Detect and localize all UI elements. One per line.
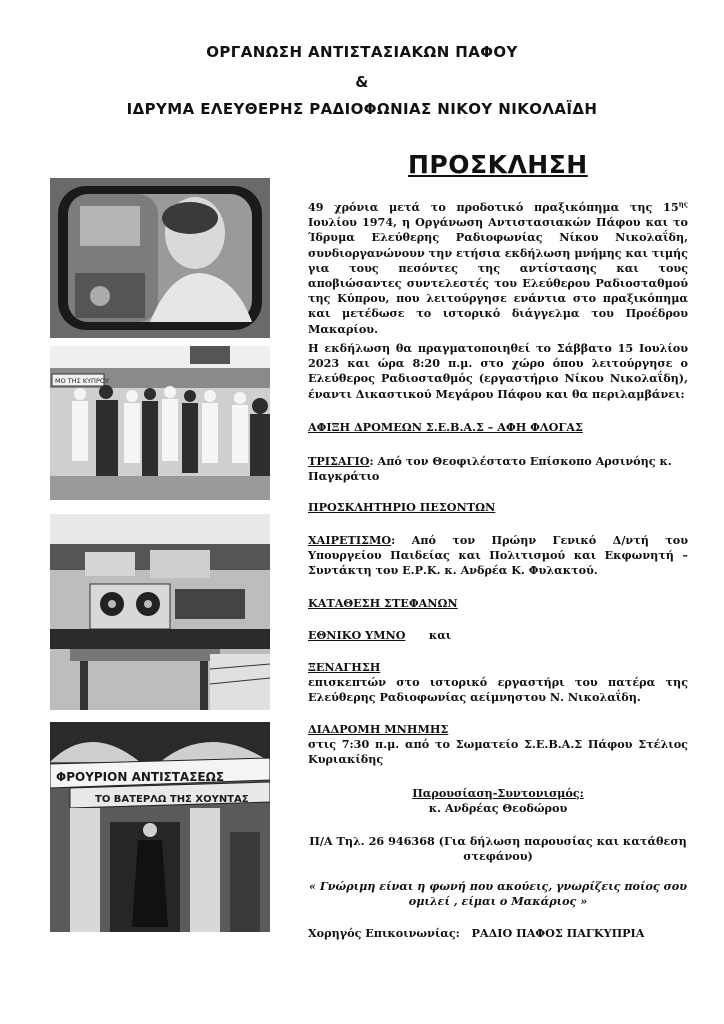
program-national-anthem: ΕΘΝΙΚΟ ΥΜΝΟ και (308, 628, 452, 642)
program-flame-arrival: ΑΦΙΞΗ ΔΡΟΜΕΩΝ Σ.Ε.Β.Α.Σ – ΑΦΗ ΦΛΟΓΑΣ (308, 420, 583, 434)
rsvp-phone: Π/Α Τηλ. 26 946368 (Για δήλωση παρουσίας και κατάθεση στεφάνου) (309, 834, 687, 864)
greeting-label: ΧΑΙΡΕΤΙΣΜΟ (308, 533, 392, 547)
intro-paragraph: 49 χρόνια μετά το προδοτικό πραξικόπημα της $15^{\eta\varsigma}$ Ιουλίου 1974, η Οργάνωση Αντιστασιακών Πάφου και το Ίδρυμα Ελεύθερης Ραδιοφωνίας Νίκου Νικολαΐδη, συνδιοργανώνουν την ετήσια εκδήλωση μνήμης και τιμής για τους πεσόντες της αντίστασης και τους αποβιώσαντες συντελεστές του Ελεύθερου Ραδιοσταθμού της Κύπρου, που λειτούργησε ενάντια στο πραξικόπημα και μετέδωσε το ιστορικό διάγγελμα του Προέδρου Μακαρίου. (308, 199, 688, 336)
memory-route-label: ΔΙΑΔΡΟΜΗ ΜΝΗΜΗΣ (308, 722, 449, 736)
tv-screen-photo (50, 178, 270, 338)
program-memory-route: ΔΙΑΔΡΟΜΗ ΜΝΗΜΗΣ στις 7:30 π.μ. από το Σωματείο Σ.Ε.Β.Α.Σ Πάφου Στέλιος Κυριακίδης (308, 722, 688, 767)
banner-archway-photo (50, 722, 270, 932)
event-details-paragraph: Η εκδήλωση θα πραγματοποιηθεί το Σάββατο 15 Ιουλίου 2023 και ώρα 8:20 π.μ. στο χώρο όπου λειτούργησε ο Ελεύθερος Ραδιοσταθμός (εργαστήριο Νίκου Νικολαΐδη), έναντι Δικαστικού Μεγάρου Πάφου και θα περιλαμβάνει: (308, 341, 688, 401)
program-wreath-laying: ΚΑΤΑΘΕΣΗ ΣΤΕΦΑΝΩΝ (308, 596, 458, 610)
presentation-label: Παρουσίαση-Συντονισμός: (412, 786, 584, 800)
program-roll-call: ΠΡΟΣΚΛΗΤΗΡΙΟ ΠΕΣΟΝΤΩΝ (308, 500, 496, 514)
organizer-heading: ΟΡΓΑΝΩΣΗ ΑΝΤΙΣΤΑΣΙΑΚΩΝ ΠΑΦΟΥ (206, 43, 518, 61)
tour-label: ΞΕΝΑΓΗΣΗ (308, 660, 381, 674)
program-guided-tour: ΞΕΝΑΓΗΣΗ επισκεπτών στο ιστορικό εργαστήρι του πατέρα της Ελεύθερης Ραδιοφωνίας αείμνηστου Ν. Νικολαΐδη. (308, 660, 688, 705)
presenter-name: κ. Ανδρέας Θεοδώρου (428, 801, 568, 816)
group-photo (50, 346, 270, 500)
sponsor-label: Χορηγός Επικοινωνίας: (308, 926, 460, 940)
media-sponsor (308, 926, 688, 941)
makarios-quote: « Γνώριμη είναι η φωνή που ακούεις, γνωρίζεις ποίος σου ομιλεί , είμαι ο Μακάριος » (308, 879, 688, 909)
ampersand: & (355, 73, 369, 91)
program-greeting: ΧΑΙΡΕΤΙΣΜΟ: Από τον Πρώην Γενικό Δ/ντή του Υπουργείου Παιδείας και Πολιτισμού και Εκφωνητή – Συντάκτη του Ε.Ρ.Κ. κ. Ανδρέα Κ. Φυλακτού. (308, 533, 688, 578)
trisagio-label: ΤΡΙΣΑΓΙΟ (308, 454, 370, 468)
program-trisagio: ΤΡΙΣΑΓΙΟ: Από τον Θεοφιλέστατο Επίσκοπο Αρσινόης κ. Παγκράτιο (308, 454, 672, 484)
radio-equipment-photo (50, 514, 270, 710)
invitation-title: ΠΡΟΣΚΛΗΣΗ (408, 150, 588, 179)
banner-line-1: ΦΡΟΥΡΙΟΝ ΑΝΤΙΣΤΑΣΕΩΣ (56, 770, 225, 784)
presentation-block (308, 786, 688, 816)
shop-sign-text: ΜΟ ΤΗΣ ΚΥΠΡΟΥ (55, 377, 109, 385)
sponsor-name: ΡΑΔΙΟ ΠΑΦΟΣ ΠΑΓΚΥΠΡΙΑ (471, 926, 645, 940)
foundation-heading: ΙΔΡΥΜΑ ΕΛΕΥΘΕΡΗΣ ΡΑΔΙΟΦΩΝΙΑΣ ΝΙΚΟΥ ΝΙΚΟΛΑΪΔΗ (126, 100, 598, 118)
banner-line-2: ΤΟ ΒΑΤΕΡΛΩ ΤΗΣ ΧΟΥΝΤΑΣ (95, 794, 249, 805)
